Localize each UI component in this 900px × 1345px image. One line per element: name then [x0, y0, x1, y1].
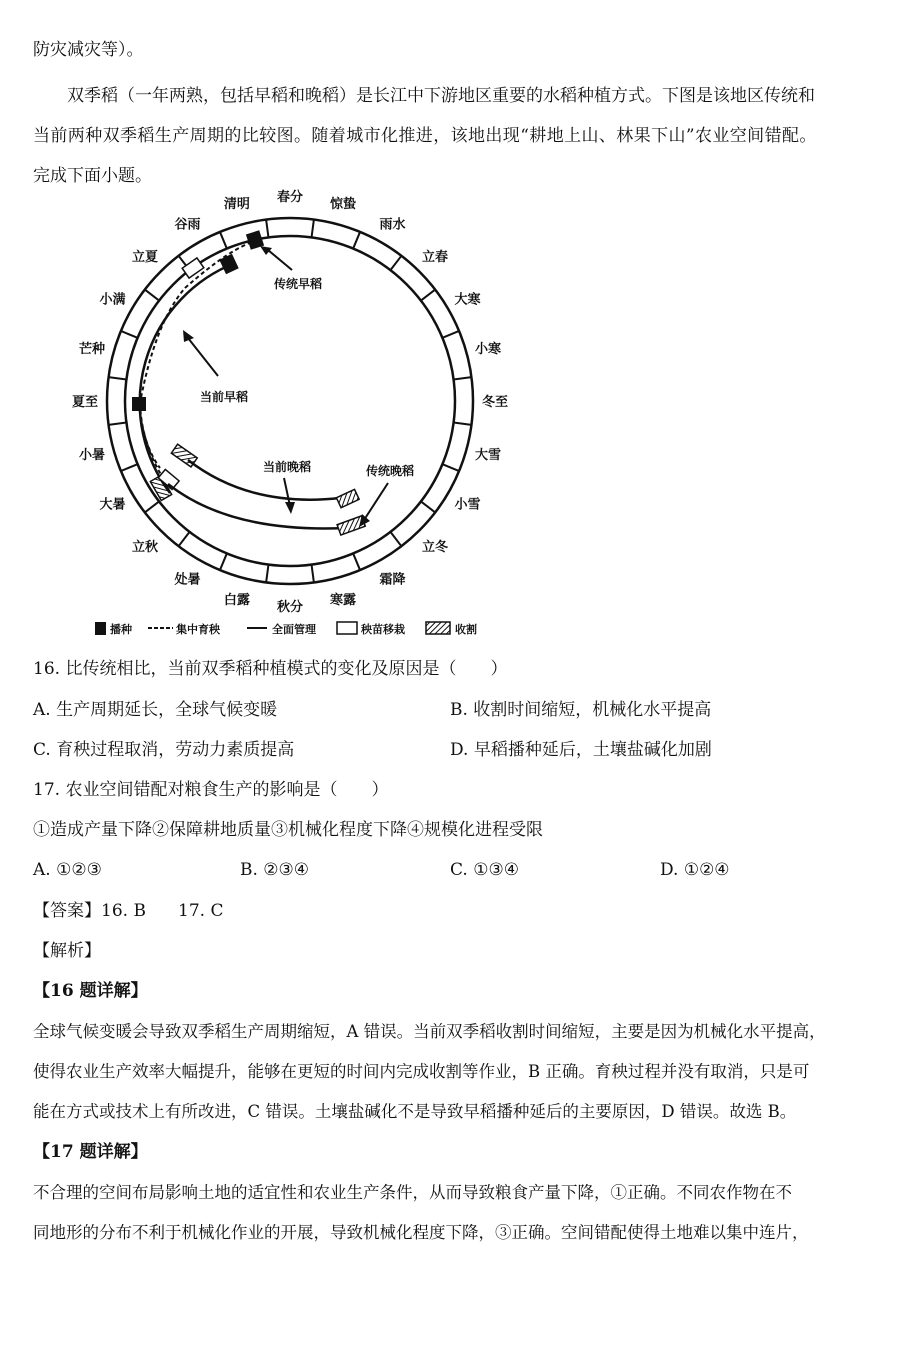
legend-harvest: 收割 [455, 623, 477, 636]
legend-sowing: 播种 [110, 623, 132, 636]
q16-option-a: A. 生产周期延长，全球气候变暖 [33, 700, 278, 720]
d17-heading: 【17 题详解】 [33, 1142, 148, 1162]
solar-term-label: 清明 [223, 196, 250, 212]
q17-option-d: D. ①②④ [660, 860, 730, 880]
ring-divider [454, 423, 472, 425]
d16-line-1: 全球气候变暖会导致双季稻生产周期缩短，A 错误。当前双季稻收割时间缩短，主要是因为机械化水平提高， [33, 1022, 826, 1041]
ring-divider [390, 532, 401, 546]
solar-term-label: 小满 [99, 292, 126, 308]
d16-heading: 【16 题详解】 [33, 981, 148, 1001]
ring-divider [312, 565, 314, 583]
legend-sowing-swatch [95, 622, 106, 635]
solar-term-label: 谷雨 [174, 217, 201, 233]
intro-line-3: 完成下面小题。 [33, 166, 152, 186]
solar-term-label: 霜降 [379, 572, 406, 588]
solar-term-label: 芒种 [78, 341, 105, 357]
intro-line-0: 防灾减灾等）。 [33, 40, 144, 60]
ring-divider [390, 256, 401, 270]
intro-line-1: 双季稻（一年两熟，包括早稻和晚稻）是长江中下游地区重要的水稻种植方式。下图是该地区传统和 [67, 86, 815, 106]
trad-late-sowing-mark [336, 489, 359, 507]
solar-term-label: 冬至 [481, 395, 509, 410]
trad-early-arrow [268, 250, 292, 270]
solar-term-label: 大雪 [475, 448, 502, 464]
ring-divider [220, 232, 227, 249]
current-late-sowing-mark [132, 397, 146, 411]
d16-line-3: 能在方式或技术上有所改进，C 错误。土壤盐碱化不是导致早稻播种延后的主要原因，D 错误。故选 B。 [33, 1102, 797, 1121]
answer-second: 17. C [178, 901, 224, 921]
solar-term-label: 春分 [276, 190, 304, 205]
ring-divider [312, 220, 314, 238]
legend-transplant: 秧苗移栽 [361, 623, 405, 636]
ring-divider [421, 501, 435, 512]
label-traditional-early: 传统早稻 [274, 277, 323, 291]
label-traditional-late: 传统晚稻 [366, 464, 415, 478]
current-early-sowing-mark [219, 254, 238, 274]
ring-divider [353, 553, 360, 570]
ring-divider [109, 423, 127, 425]
solar-term-label: 秋分 [276, 600, 304, 615]
solar-term-label: 小暑 [78, 448, 105, 464]
traditional-early-rice-track [140, 230, 264, 500]
q17-option-a: A. ①②③ [33, 860, 102, 880]
d17-line-1: 不合理的空间布局影响土地的适宜性和农业生产条件，从而导致粮食产量下降，①正确。不同农作物在不 [33, 1183, 792, 1202]
solar-term-label: 小寒 [475, 341, 502, 357]
ring-divider [109, 377, 127, 379]
label-current-early: 当前早稻 [200, 390, 249, 404]
ring-divider [179, 532, 190, 546]
ring-divider [121, 464, 138, 471]
ring-divider [220, 553, 227, 570]
q17-items: ①造成产量下降②保障耕地质量③机械化程度下降④规模化进程受限 [33, 820, 543, 840]
ring-divider [145, 501, 159, 512]
current-late-arrowhead [285, 502, 295, 514]
solar-term-label: 立冬 [421, 539, 448, 555]
ring-divider [442, 331, 459, 338]
solar-term-label: 白露 [223, 593, 250, 609]
ring-divider [145, 290, 159, 301]
q17-stem: 17. 农业空间错配对粮食生产的影响是（ ） [33, 780, 389, 800]
solar-term-label: 立夏 [132, 250, 159, 266]
legend-nursery: 集中育秧 [176, 623, 220, 636]
ring-divider [421, 290, 435, 301]
solar-term-label: 大暑 [99, 497, 126, 513]
intro-line-2: 当前两种双季稻生产周期的比较图。随着城市化推进，该地出现“耕地上山、林果下山”农业空间错配。 [33, 126, 817, 146]
legend-harvest-swatch [426, 622, 450, 634]
rice-cycle-diagram [60, 188, 530, 643]
q16-option-d: D. 早稻播种延后，土壤盐碱化加剧 [450, 740, 712, 760]
solar-term-label: 立秋 [132, 539, 159, 555]
d17-line-2: 同地形的分布不利于机械化作业的开展，导致机械化程度下降，③正确。空间错配使得土地难以集中连片， [33, 1223, 809, 1242]
q17-option-b: B. ②③④ [240, 860, 310, 880]
solar-term-label: 小雪 [454, 497, 481, 513]
solar-term-label: 雨水 [379, 217, 406, 233]
ring-divider [454, 377, 472, 379]
trad-early-arrowhead [260, 246, 272, 255]
ring-divider [442, 464, 459, 471]
solar-term-label: 大寒 [454, 292, 481, 308]
q17-option-c: C. ①③④ [450, 860, 519, 880]
solar-term-label: 惊蛰 [330, 196, 357, 212]
ring-divider [266, 220, 268, 238]
current-early-arrow [188, 338, 218, 376]
solar-term-label: 夏至 [71, 395, 99, 410]
legend [95, 622, 477, 636]
answer-label: 【答案】16. B [33, 901, 146, 921]
solar-term-label: 寒露 [330, 593, 357, 609]
ring-divider [353, 232, 360, 249]
current-late-arrow [284, 478, 290, 506]
traditional-late-rice-track [168, 484, 365, 535]
ring-divider [121, 331, 138, 338]
q16-option-c: C. 育秧过程取消，劳动力素质提高 [33, 740, 295, 760]
solar-term-ring [107, 218, 473, 584]
analysis-heading: 【解析】 [33, 941, 101, 961]
q16-option-b: B. 收割时间缩短，机械化水平提高 [450, 700, 712, 720]
ring-divider [266, 565, 268, 583]
solar-term-label: 处暑 [174, 572, 201, 588]
label-current-late: 当前晚稻 [263, 460, 312, 474]
trad-late-arrow [364, 483, 388, 520]
legend-management: 全面管理 [272, 623, 316, 636]
legend-transplant-swatch [337, 622, 357, 634]
d16-line-2: 使得农业生产效率大幅提升，能够在更短的时间内完成收割等作业，B 正确。育秧过程并没有取消，只是可 [33, 1062, 810, 1081]
solar-term-label: 立春 [421, 250, 448, 266]
q16-stem: 16. 比传统相比，当前双季稻种植模式的变化及原因是（ ） [33, 659, 508, 679]
